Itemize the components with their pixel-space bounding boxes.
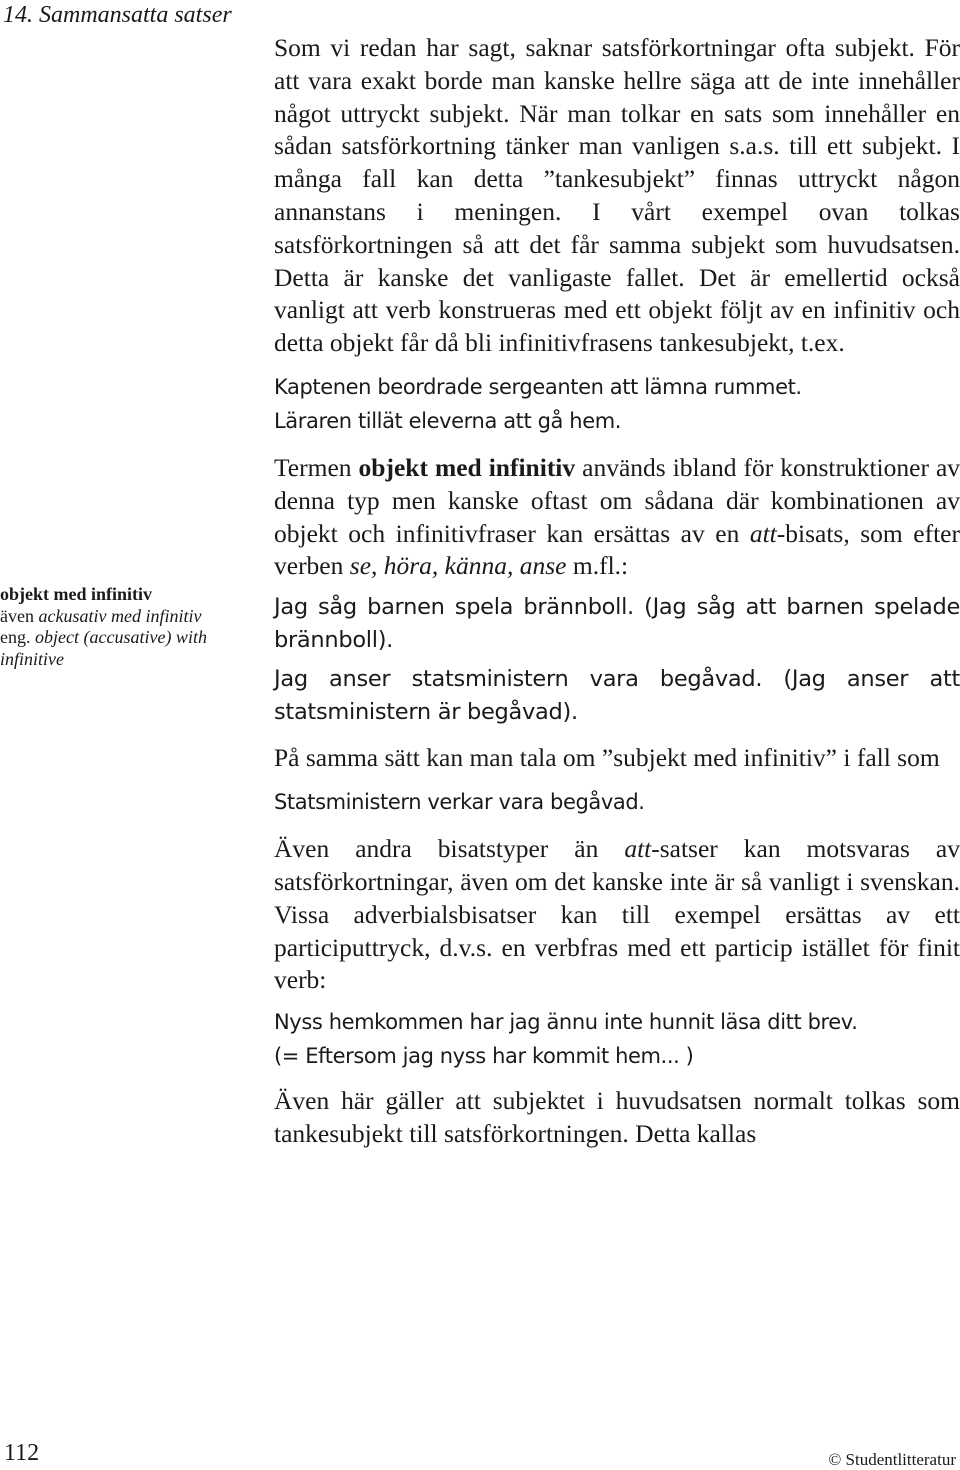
margin-term: objekt med infinitiv bbox=[0, 584, 153, 604]
example-4-line-2: (= Eftersom jag nyss har kommit hem... ) bbox=[274, 1044, 694, 1069]
paragraph-4: Även andra bisatstyper än att-satser kan motsvaras av satsförkortningar, även om det kanske inte är så vanligt i svenskan. Vissa adverbialsbisatser kan till exempel ersättas av ett participuttryck, d.v.s. en verbfras med ett particip istället för finit verb: bbox=[274, 834, 960, 995]
margin-note bbox=[0, 584, 250, 670]
example-2-line-1: Jag såg barnen spela brännboll. (Jag såg att barnen spelade brännboll). bbox=[274, 594, 960, 653]
paragraph-2: Termen objekt med infinitiv används ibland för konstruktioner av denna typ men kanske oftast om sådana där kombinationen av objekt och infinitivfraser kan ersättas av en att-bisats, som efter verben se, höra, känna, anse m.fl.: bbox=[274, 452, 960, 581]
paragraph-1: Som vi redan har sagt, saknar satsförkortningar ofta subjekt. För att vara exakt borde man kanske hellre säga att de inte innehåller något uttryckt subjekt. När man tolkar en sats som innehåller en sådan satsförkortning tänker man vanligen s.a.s. till ett subjekt. I många fall kan detta ”tankesubjekt” finnas uttryckt någon annanstans i meningen. I vårt exempel ovan tolkas satsförkortningen så att det får samma subjekt som huvudsatsen. Detta är kanske det vanligaste fallet. Det är emellertid också vanligt att verb konstrueras med ett objekt följt av en infinitiv och detta objekt får då bli infinitivfrasens tankesubjekt, t.ex. bbox=[274, 33, 960, 358]
example-3: Statsministern verkar vara begåvad. bbox=[274, 790, 645, 815]
running-head: 14. Sammansatta satser bbox=[3, 2, 232, 28]
margin-also: även ackusativ med infinitiv bbox=[0, 605, 202, 626]
page-number: 112 bbox=[4, 1440, 40, 1466]
paragraph-5: Även här gäller att subjektet i huvudsatsen normalt tolkas som tankesubjekt till satsförkortningen. Detta kallas bbox=[274, 1086, 960, 1148]
publisher-credit: © Studentlitteratur bbox=[828, 1450, 956, 1469]
margin-english: eng. object (accusative) with infinitive bbox=[0, 627, 207, 669]
main-text bbox=[274, 32, 960, 1151]
example-2-line-2: Jag anser statsministern vara begåvad. (Jag anser att statsministern är begåvad). bbox=[274, 665, 960, 725]
example-1-line-2: Läraren tillät eleverna att gå hem. bbox=[274, 408, 622, 433]
term-objekt-med-infinitiv: objekt med infinitiv bbox=[358, 452, 576, 482]
paragraph-3: På samma sätt kan man tala om ”subjekt med infinitiv” i fall som bbox=[274, 743, 940, 773]
example-4-line-1: Nyss hemkommen har jag ännu inte hunnit läsa ditt brev. bbox=[274, 1010, 858, 1035]
example-1-line-1: Kaptenen beordrade sergeanten att lämna rummet. bbox=[274, 374, 802, 399]
